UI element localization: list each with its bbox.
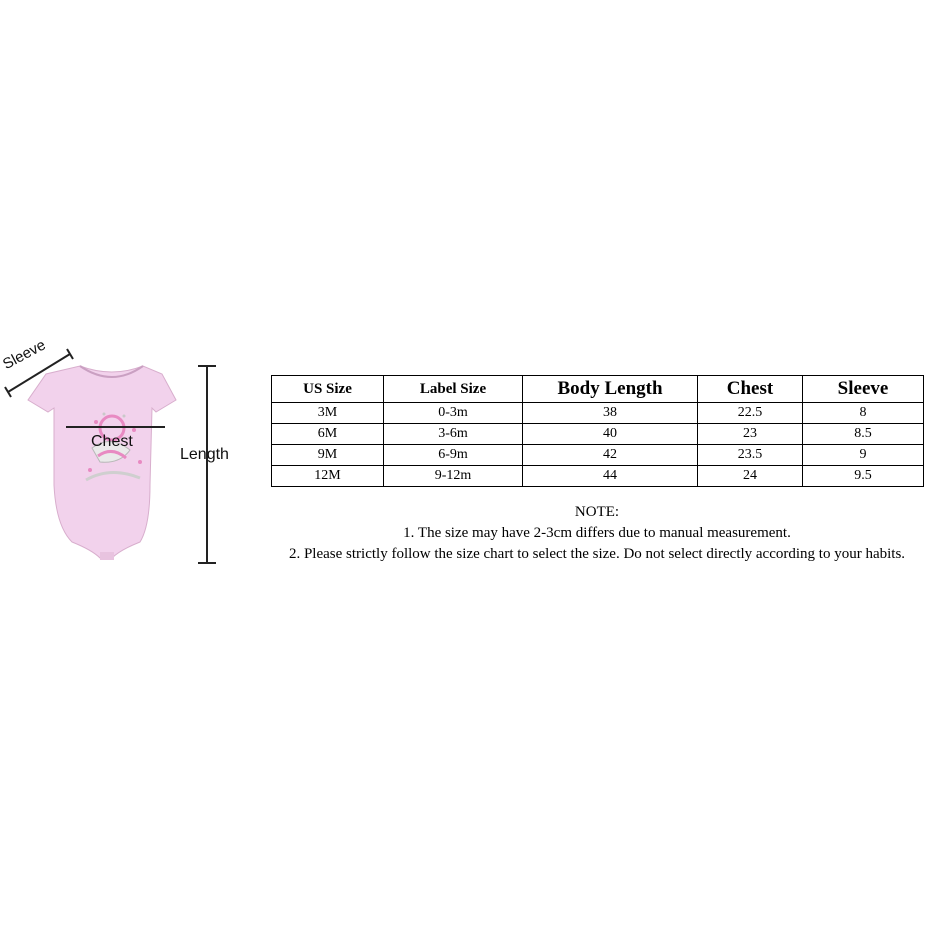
cell-chest: 23.5 [698, 445, 803, 466]
header-label-size: Label Size [384, 376, 523, 403]
cell-chest: 24 [698, 466, 803, 487]
header-us-size: US Size [272, 376, 384, 403]
cell-us-size: 3M [272, 403, 384, 424]
cell-body-length: 44 [523, 466, 698, 487]
cell-label-size: 3-6m [384, 424, 523, 445]
table-row [272, 424, 924, 445]
cell-body-length: 40 [523, 424, 698, 445]
cell-label-size: 0-3m [384, 403, 523, 424]
note-line-1: 1. The size may have 2-3cm differs due to manual measurement. [403, 525, 791, 541]
onesie-crotch [100, 552, 114, 560]
cell-sleeve: 8 [803, 403, 924, 424]
cell-sleeve: 8.5 [803, 424, 924, 445]
size-note [271, 502, 923, 565]
cell-label-size: 9-12m [384, 466, 523, 487]
chest-label: Chest [91, 433, 133, 450]
size-chart-table [271, 375, 924, 487]
table-row [272, 403, 924, 424]
header-chest: Chest [698, 376, 803, 403]
cell-chest: 23 [698, 424, 803, 445]
cell-body-length: 38 [523, 403, 698, 424]
sleeve-label: Sleeve [0, 336, 49, 373]
cell-label-size: 6-9m [384, 445, 523, 466]
note-line-2: 2. Please strictly follow the size chart to select the size. Do not select directly according to your habits. [288, 546, 906, 562]
table-row [272, 445, 924, 466]
table-header-row [272, 376, 924, 403]
onesie-measurement-diagram [0, 330, 260, 580]
length-label: Length [180, 446, 229, 463]
header-body-length: Body Length [523, 376, 698, 403]
cell-sleeve: 9 [803, 445, 924, 466]
note-title: NOTE: [574, 504, 620, 520]
cell-sleeve: 9.5 [803, 466, 924, 487]
cell-body-length: 42 [523, 445, 698, 466]
cell-us-size: 9M [272, 445, 384, 466]
table-row [272, 466, 924, 487]
cell-us-size: 6M [272, 424, 384, 445]
cell-us-size: 12M [272, 466, 384, 487]
cell-chest: 22.5 [698, 403, 803, 424]
header-sleeve: Sleeve [803, 376, 924, 403]
